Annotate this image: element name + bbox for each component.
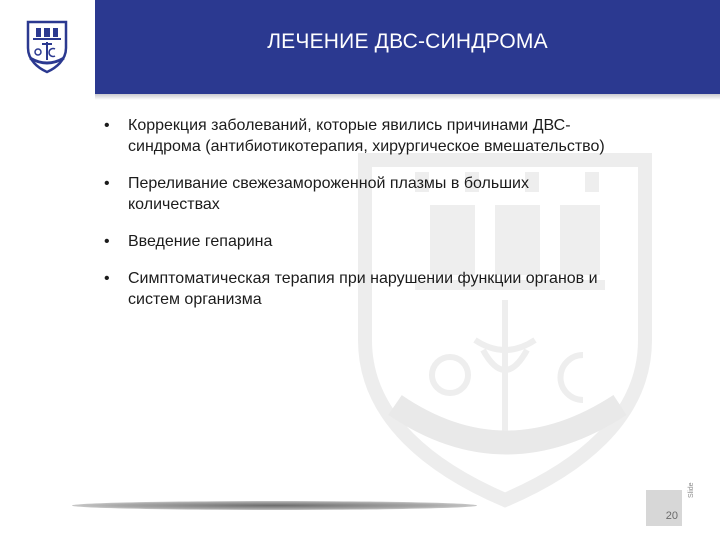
title-bar [95,0,720,94]
bullet-marker: • [104,175,110,192]
bullet-item [104,173,664,215]
bullet-text-line2: количествах [128,196,220,213]
bullet-list [104,115,664,310]
bullet-text-line1: Введение гепарина [128,233,273,250]
university-crest-icon [22,18,72,74]
footer-divider [72,501,477,510]
bullet-item [104,115,664,157]
bullet-item [104,268,664,310]
bullet-marker: • [104,117,110,134]
page-number: 20 [665,510,678,522]
slide-title: ЛЕЧЕНИЕ ДВС-СИНДРОМА [267,30,548,53]
bullet-text-line1: Коррекция заболеваний, которые явились причинами ДВС- [128,117,571,134]
bullet-marker: • [104,233,110,250]
bullet-marker: • [104,270,110,287]
bullet-text-line2: систем организма [128,291,262,308]
bullet-text-line1: Переливание свежезамороженной плазмы в больших [128,175,529,192]
logo-area [0,0,95,94]
slide-side-label: Slide [688,482,695,498]
bullet-item [104,231,664,252]
title-bar-shadow [95,94,720,100]
bullet-text-line2: синдрома (антибиотикотерапия, хирургическое вмешательство) [128,138,605,155]
page-number-box [646,490,682,526]
bullet-text-line1: Симптоматическая терапия при нарушении функции органов и [128,270,598,287]
